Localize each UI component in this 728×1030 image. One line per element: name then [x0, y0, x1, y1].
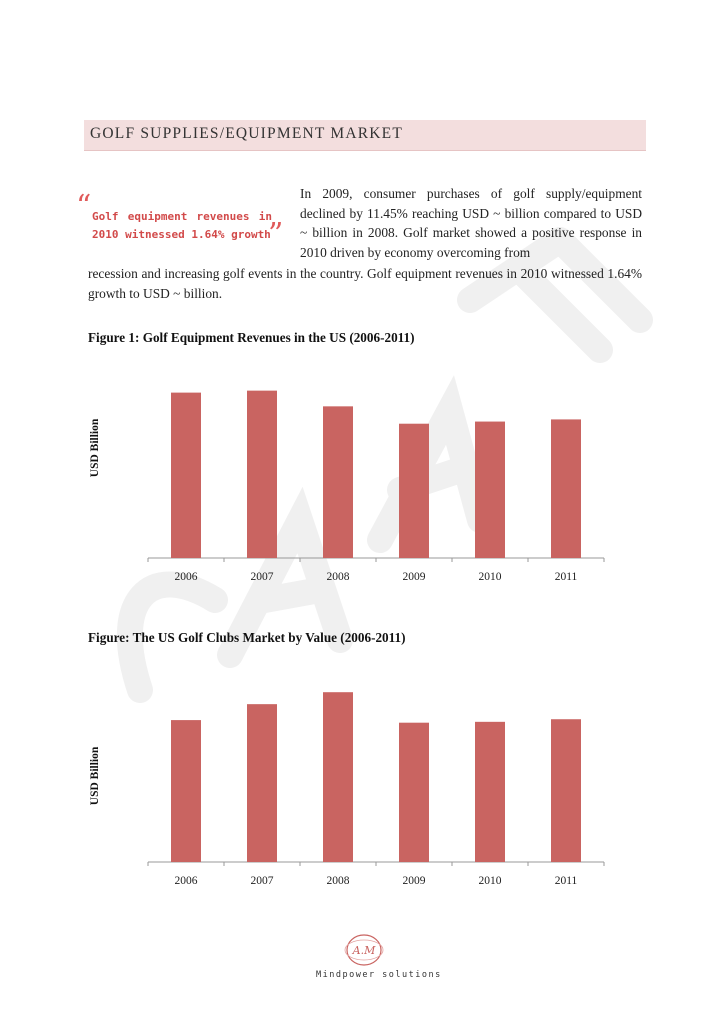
open-quote-icon: “ [76, 189, 92, 224]
bar-2007 [247, 391, 277, 558]
logo-text: A.M [352, 944, 376, 957]
bar-2011 [551, 719, 581, 862]
y-axis-label: USD Billion [89, 746, 101, 806]
figure-2-title: Figure: The US Golf Clubs Market by Value (2006-2011) [88, 630, 406, 645]
section-title: GOLF SUPPLIES/EQUIPMENT MARKET [90, 125, 404, 142]
x-tick-label: 2006 [174, 571, 198, 583]
bar-2006 [171, 393, 201, 558]
body-paragraph-right: In 2009, consumer purchases of golf supply/equipment declined by 11.45% reaching USD ~ billion compared to USD ~ billion in 2008. Golf market showed a positive response in 2010 driven by economy overcoming from [300, 186, 642, 260]
figure-2-bar-chart [80, 660, 620, 894]
x-tick-label: 2007 [250, 571, 274, 583]
x-tick-label: 2010 [478, 571, 502, 583]
bar-2010 [475, 422, 505, 558]
x-tick-label: 2009 [402, 571, 426, 583]
pull-quote: Golf equipment revenues in 2010 witnessed 1.64% growth [92, 210, 272, 241]
bar-2009 [399, 723, 429, 862]
x-tick-label: 2010 [478, 875, 502, 887]
bar-2011 [551, 419, 581, 558]
y-axis-label: USD Billion [89, 418, 101, 478]
bar-2007 [247, 704, 277, 862]
bar-2008 [323, 692, 353, 862]
x-tick-label: 2008 [326, 571, 350, 583]
body-paragraph-full: recession and increasing golf events in the country. Golf equipment revenues in 2010 witnessed 1.64% growth to USD ~ billion. [88, 266, 642, 301]
x-tick-label: 2009 [402, 875, 426, 887]
x-tick-label: 2006 [174, 875, 198, 887]
bar-2006 [171, 720, 201, 862]
close-quote-icon: ” [268, 217, 284, 252]
x-tick-label: 2011 [554, 571, 578, 583]
company-logo [340, 932, 388, 968]
bar-2010 [475, 722, 505, 862]
x-tick-label: 2007 [250, 875, 274, 887]
brand-name: Mindpower solutions [316, 970, 442, 980]
bar-2008 [323, 406, 353, 558]
figure-1-title: Figure 1: Golf Equipment Revenues in the US (2006-2011) [88, 330, 415, 345]
section-header-band [84, 120, 646, 151]
bar-2009 [399, 424, 429, 558]
figure-1-bar-chart [80, 360, 620, 590]
x-tick-label: 2011 [554, 875, 578, 887]
x-tick-label: 2008 [326, 875, 350, 887]
